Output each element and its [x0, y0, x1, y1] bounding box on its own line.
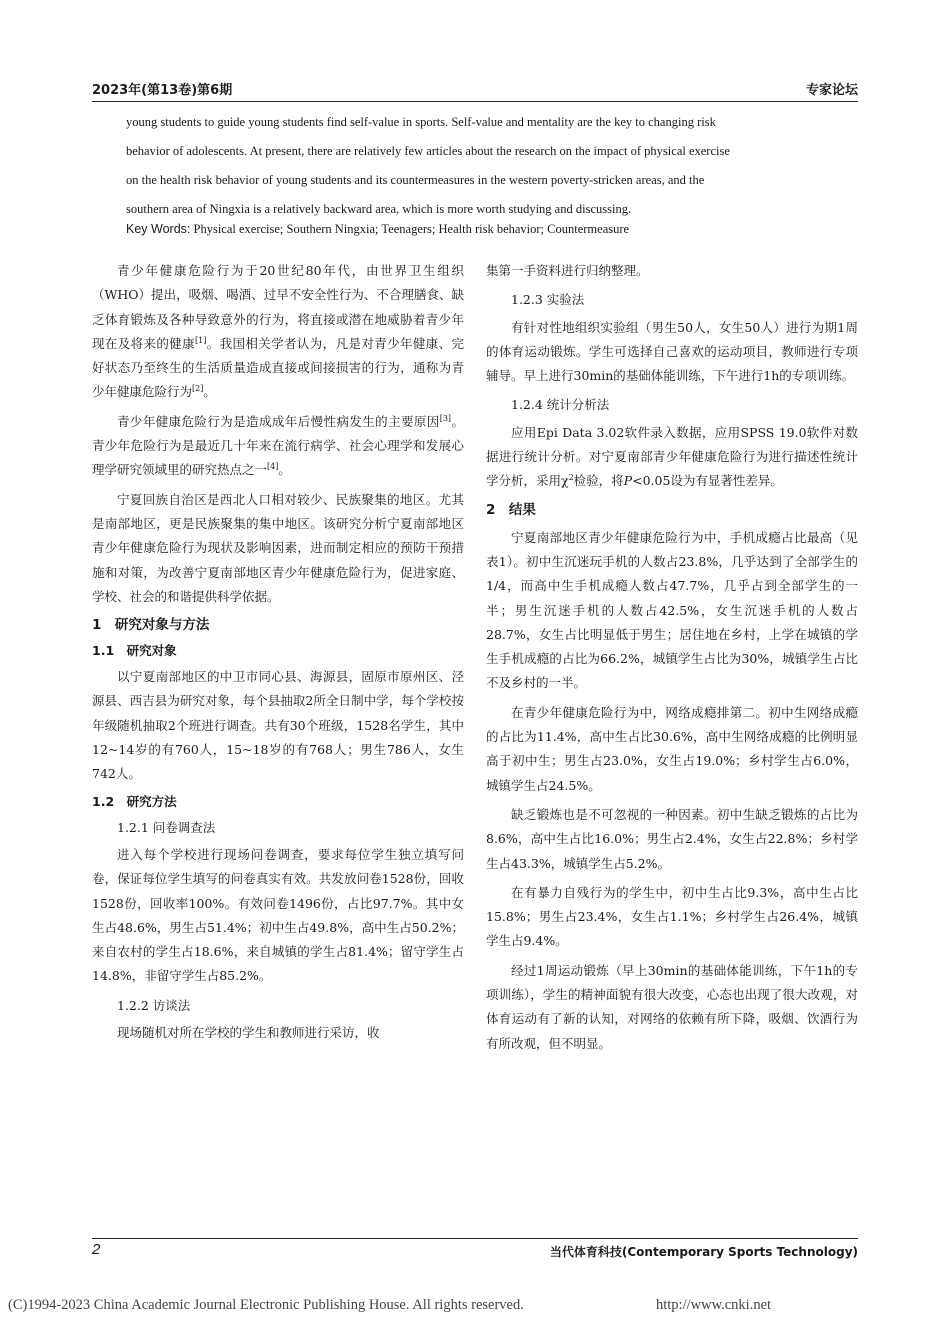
header-rule: [92, 101, 858, 102]
paragraph: 集第一手资料进行归纳整理。: [486, 263, 649, 278]
abstract-line: young students to guide young students find self-value in sports. Self-value and mentality are the key to changing risk: [126, 115, 716, 129]
paragraph: 青少年健康危险行为是造成成年后慢性病发生的主要原因[3]。青少年危险行为是最近几十年来在流行病学、社会心理学和发展心理学研究领域里的研究热点之一[4]。: [92, 413, 464, 478]
copyright-notice: [8, 1297, 772, 1314]
paragraph: 在青少年健康危险行为中，网络成瘾排第二。初中生网络成瘾的占比为11.4%，高中生占比30.6%，高中生网络成瘾的比例明显高于初中生；男生占23.0%，女生占19.0%；乡村学生占6.0%，城镇学生占24.5%。: [486, 704, 858, 793]
paragraph: 青少年健康危险行为于20世纪80年代，由世界卫生组织（WHO）提出，吸烟、喝酒、过早不安全性行为、不合理膳食、缺乏体育锻炼及各种导致意外的行为，将直接或潜在地威胁着青少年现在及将来的健康[1]。我国相关学者认为，凡是对青少年健康、完好状态乃至终生的生活质量造成直接或间接损害的行为，通称为青少年健康危险行为[2]。: [92, 263, 464, 400]
issue-info: 2023年(第13卷)第6期: [92, 83, 233, 98]
paragraph: 宁夏南部地区青少年健康危险行为中，手机成瘾占比最高（见表1）。初中生沉迷玩手机的人数占23.8%，几乎达到了全部学生的1/4，而高中生手机成瘾人数占47.7%，几乎占到全部学生的一半；男生沉迷手机的人数占42.5%，女生沉迷手机的人数占28.7%，女生占比明显低于男生；居住地在乡村，上学在城镇的学生手机成瘾的占比为66.2%，城镇学生占比为30%，城镇学生占比不及乡村的一半。: [486, 529, 858, 691]
footer-rule: [92, 1238, 858, 1239]
paragraph: 缺乏锻炼也是不可忽视的一种因素。初中生缺乏锻炼的占比为8.6%，高中生占比16.0%；男生占2.4%，女生占22.8%；乡村学生占43.3%，城镇学生占5.2%。: [486, 806, 858, 871]
subsubsection-heading: 1.2.1 问卷调查法: [117, 819, 216, 835]
keywords-label: Key Words:: [126, 222, 191, 236]
subsubsection-heading: 1.2.2 访谈法: [117, 997, 191, 1013]
subsubsection-heading: 1.2.3 实验法: [511, 292, 585, 308]
abstract-line: on the health risk behavior of young students and its countermeasures in the western poverty-stricken areas, and the: [126, 173, 705, 187]
cnki-link[interactable]: http://www.cnki.net: [656, 1297, 772, 1313]
section-name: 专家论坛: [805, 83, 858, 98]
paragraph: 宁夏回族自治区是西北人口相对较少、民族聚集的地区。尤其是南部地区，更是民族聚集的集中地区。该研究分析宁夏南部地区青少年健康危险行为现状及影响因素，进而制定相应的预防干预措施和对策，为改善宁夏南部地区青少年健康危险行为，促进家庭、学校、社会的和谐提供科学依据。: [92, 491, 464, 604]
keywords-text: Physical exercise; Southern Ningxia; Teenagers; Health risk behavior; Countermeasure: [193, 222, 630, 236]
paragraph: 以宁夏南部地区的中卫市同心县、海源县，固原市原州区、泾源县、西吉县为研究对象，每个县抽取2所全日制中学，每个学校按年级随机抽取2个班进行调查。共有30个班级，1528名学生，其中12~14岁的有760人，15~18岁的有768人；男生786人，女生742人。: [92, 669, 464, 782]
abstract-line: behavior of adolescents. At present, there are relatively few articles about the research on the impact of physical exercise: [126, 144, 730, 158]
paragraph: 经过1周运动锻炼（早上30min的基础体能训练，下午1h的专项训练），学生的精神面貌有很大改变，心态也出现了很大改观，对体育运动有了新的认知，对网络的依赖有所下降，吸烟、饮酒行为有所改观，但不明显。: [486, 962, 858, 1051]
paragraph: 在有暴力自残行为的学生中，初中生占比9.3%，高中生占比15.8%；男生占23.4%，女生占1.1%；乡村学生占26.4%，城镇学生占9.4%。: [486, 884, 858, 949]
running-header: [92, 79, 858, 103]
right-column: [486, 259, 858, 1061]
paragraph: 应用Epi Data 3.02软件录入数据，应用SPSS 19.0软件对数据进行统计分析。对宁夏南部青少年健康危险行为进行描述性统计学分析，采用$\chi^2$检验，将P<0.05设为有显著性差异。: [486, 424, 858, 489]
abstract-line: southern area of Ningxia is a relatively backward area, which is more worth studying and discussing.: [126, 202, 632, 216]
keywords: [126, 222, 629, 237]
page-number: 2: [92, 1241, 101, 1258]
journal-name: 当代体育科技(Contemporary Sports Technology): [549, 1245, 858, 1259]
subsection-heading: 1.2 研究方法: [92, 793, 177, 809]
subsection-heading: 1.1 研究对象: [92, 643, 177, 659]
english-abstract: [126, 108, 826, 224]
paragraph: 进入每个学校进行现场问卷调查，要求每位学生独立填写问卷，保证每位学生填写的问卷真实有效。共发放问卷1528份，回收1528份，回收率100%。有效问卷1496份，占比97.7%。其中女生占48.6%，男生占51.4%；初中生占49.8%，高中生占50.2%；来自农村的学生占18.6%，来自城镇的学生占81.4%；留守学生占14.8%，非留守学生占85.2%。: [92, 846, 464, 984]
section-heading: 1 研究对象与方法: [92, 617, 210, 634]
copyright-text: (C)1994-2023 China Academic Journal Electronic Publishing House. All rights reserved.: [8, 1297, 524, 1313]
paragraph: 现场随机对所在学校的学生和教师进行采访，收: [117, 1025, 380, 1041]
section-heading: 2 结果: [486, 501, 536, 518]
subsubsection-heading: 1.2.4 统计分析法: [511, 397, 610, 413]
left-column: [92, 259, 464, 1050]
paragraph: 有针对性地组织实验组（男生50人，女生50人）进行为期1周的体育运动锻炼。学生可选择自己喜欢的运动项目，教师进行专项辅导。早上进行30min的基础体能训练，下午进行1h的专项训练。: [486, 319, 858, 384]
